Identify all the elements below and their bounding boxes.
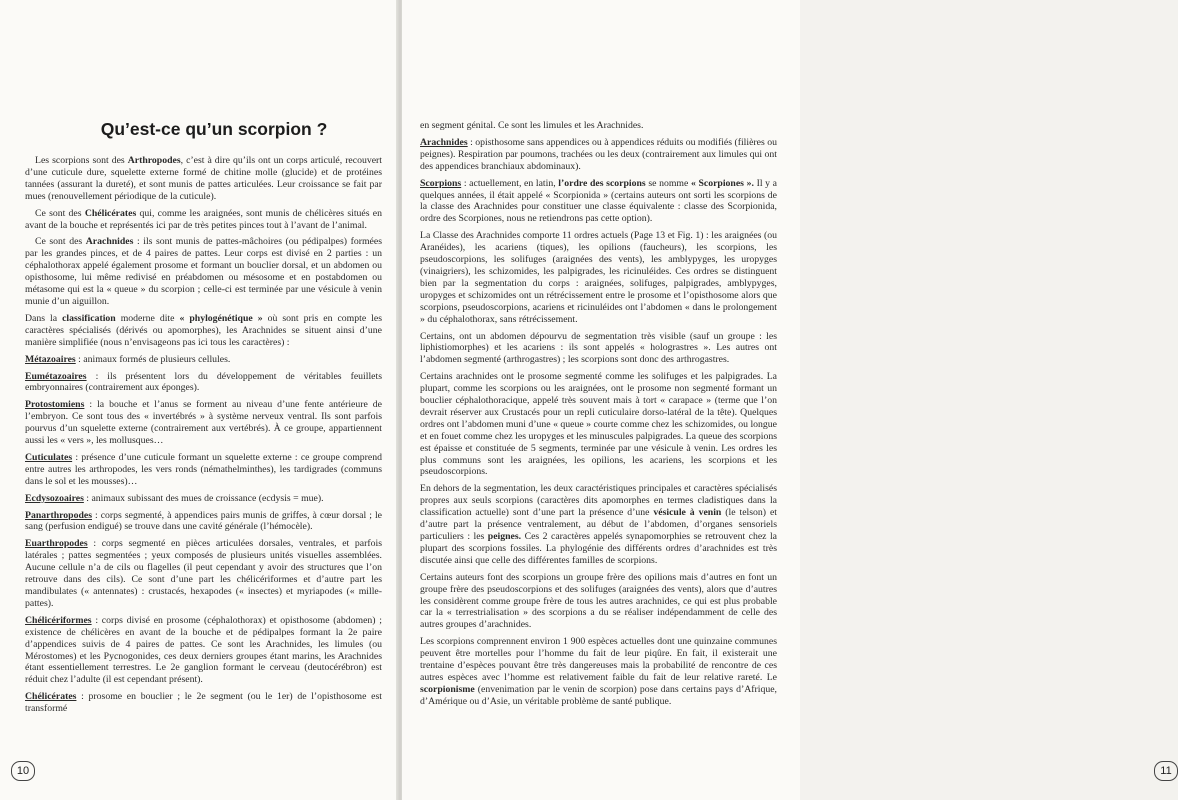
definition-item: Scorpions : actuellement, en latin, l’ordre des scorpions se nomme « Scorpiones ». Il y a quelques années, il était appelé « Scorpionida » (certains auteurs ont sorti les scorpions de la classe des Arachnides pour constituer une classe équivalente : classe des Scorpionida, ordre des Scorpiones, nous ne retiendrons pas cette option).: [420, 177, 777, 225]
page-number: 11: [1154, 761, 1178, 781]
right-text-column: [420, 120, 777, 713]
paragraph: Certains arachnides ont le prosome segmenté comme les solifuges et les palpigrades. La plupart, comme les scorpions ou les araignées, ont le prosome non segmenté formant un bouclier céphalothoracique, appelé très souvent mais à tort « carapace » (terme que l’on devrait réserver aux Crustacés pour un repli cuticulaire dorso-latéral de la tête). Quelques ordres ont l’abdomen muni d’une « queue » courte comme chez les schizomides, ou longue et en fouet comme chez les uropyges et les minuscules palpigrades. La queue des scorpions est épaisse et constituée de 5 segments, terminée par une vésicule à venin. Les ordres les plus communs sont les araignées, les opilions, les acariens, les scorpions et les pseudoscorpions.: [420, 371, 777, 478]
definition-item: Euarthropodes : corps segmenté en pièces articulées dorsales, ventrales, et parfois latérales ; pattes segmentées ; yeux composés de plusieurs unités visuelles assemblées. Aucune cellule n’a de cils ou flagelles (il peut cependant y avoir des structures que l’on retrouve dans des cils). Ce sont d’une part les chélicériformes et d’autre part les mandibulates (« antennates) : crustacés, hexapodes (« insectes) et myriapodes (« mille-pattes).: [25, 538, 382, 609]
definition-item: Chélicérates : prosome en bouclier ; le 2e segment (ou le 1er) de l’opisthosome est transformé: [25, 691, 382, 715]
definition-item: Métazoaires : animaux formés de plusieurs cellules.: [25, 353, 231, 365]
definition-item: Eumétazoaires : ils présentent lors du développement de véritables feuillets embryonnaires (contrairement aux éponges).: [25, 370, 382, 394]
left-page: [0, 0, 398, 800]
paragraph: Ce sont des Chélicérates qui, comme les araignées, sont munis de chélicères situés en avant de la bouche et représentés ici par de très petites pinces tout à l’avant de l’animal.: [25, 207, 382, 231]
paragraph: En dehors de la segmentation, les deux caractéristiques principales et caractères spécialisés propres aux seuls scorpions (caractères dits apomorphes en termes cladistiques dans la classification actuelle) sont d’une part la présence d’une vésicule à venin (le telson) et d’autre part la présence ventralement, au début de l’abdomen, d’organes sensoriels particuliers : les peignes. Ces 2 caractères appelés synapomorphies se retrouvent chez la plupart des scorpions fossiles. La phylogénie des différents ordres d’arachnides est très discutée ainsi que celle des différentes familles de scorpions.: [420, 483, 777, 566]
paragraph: La Classe des Arachnides comporte 11 ordres actuels (Page 13 et Fig. 1) : les araignées (ou Aranéides), les acariens (tiques), les opilions (faucheurs), les scorpions, les pseudoscorpions, les solifuges (araignées des vents), les amblypyges, les uropyges (vinaigriers), les schizomides, les palpigrades, les ricinuléides. Ces ordres se distinguent bien par la segmentation du corps : araignées, solifuges, palpigrades, amblypyges, uropyges et schizomides ont un rétrécissement entre le prosome et l’opisthosome alors que scorpions, pseudoscorpions, acariens et ricinuléides ont l’abdomen « dans le prolongement » du céphalothorax, sans rétrécissement.: [420, 230, 777, 325]
definition-item: Ecdysozoaires : animaux subissant des mues de croissance (ecdysis = mue).: [25, 492, 324, 504]
paragraph: Ce sont des Arachnides : ils sont munis de pattes-mâchoires (ou pédipalpes) formées par les grandes pinces, et de 4 paires de pattes. Leur corps est divisé en 2 parties : un céphalothorax appelé également prosome et formant un bouclier dorsal, et un abdomen ou opisthosome, lui même redivisé en préabdomen ou mésosome et en postabdomen ou métasome qui est la « queue » du scorpion ; celle-ci est terminée par une vésicule à venin munie d’un aiguillon.: [25, 236, 382, 307]
paragraph: Dans la classification moderne dite « phylogénétique » où sont pris en compte les caractères spécialisés (dérivés ou apomorphes), les Arachnides se situent ainsi d’une manière simplifiée (nous n’envisageons pas ici tous les caractères) :: [25, 312, 383, 348]
definition-item: Arachnides : opisthosome sans appendices ou à appendices réduits ou modifiés (filières ou peignes). Respiration par poumons, trachées ou les deux (contrairement aux limules qui ont des appendices branchiaux abdominaux).: [420, 136, 777, 172]
definition-item: Chélicériformes : corps divisé en prosome (céphalothorax) et opisthosome (abdomen) ; existence de chélicères en avant de la bouche et de pédipalpes formant la 2e paire d’appendices suivis de 4 paires de pattes. Ce sont les Arachnides, les limules (ou Mérostomes) et les Pycnogonides, ces deux derniers groupes étant marins, les Arachnides étant essentiellement terrestres. Le 2e ganglion formant le cerveau (deutocérébron) est réduit chez l’adulte (il est cependant présent).: [25, 614, 382, 686]
left-text-column: [25, 155, 382, 720]
paragraph: Les scorpions comprennent environ 1 900 espèces actuelles dont une quinzaine communes peuvent être mortelles pour l’homme du fait de leur piqûre. En fait, il existerait une trentaine d’espèces pouvant être très dangereuses mais la probabilité de rencontre de ces autres espèces avec l’homme est relativement faible du fait de leur relative rareté. Le scorpionisme (envenimation par le venin de scorpion) pose dans certains pays d’Afrique, d’Amérique ou d’Asie, un véritable problème de santé publique.: [420, 636, 777, 707]
page-number: 10: [11, 761, 35, 781]
page-title: Qu’est-ce qu’un scorpion ?: [100, 119, 328, 139]
definition-item: Cuticulates : présence d’une cuticule formant un squelette externe : ce groupe comprend entre autres les arthropodes, les vers ronds (némathelminthes), les tardigrades (communs dans le sol et les mousses)…: [25, 451, 382, 487]
paragraph: Certains, ont un abdomen dépourvu de segmentation très visible (sauf un groupe : les liphistiomorphes) et les acariens : ils sont appelés « holograstres ». Les autres ont l’abdomen segmenté (arthrogastres) ; les scorpions sont donc des arthrogastres.: [420, 330, 777, 366]
definition-item: Protostomiens : la bouche et l’anus se forment au niveau d’une fente antérieure de l’embryon. Ce sont tous des « invertébrés » à système nerveux ventral. Ils sont parfois pourvus d’un squelette externe (contrairement aux vertébrés). À ce groupe, appartiennent aussi les « vers », les mollusques…: [25, 399, 382, 447]
paragraph: Certains auteurs font des scorpions un groupe frère des opilions mais d’autres en font un groupe frère des pseudoscorpions et des solifuges (araignées des vents), alors que d’autres les considèrent comme groupe frère de tous les autres arachnides, ce qui est plus probable car la « terrestrialisation » des scorpions a du se réaliser indépendamment de celle des autres groupes d’arachnides.: [420, 571, 777, 631]
paragraph: Les scorpions sont des Arthropodes, c’est à dire qu’ils ont un corps articulé, recouvert d’une cuticule dure, squelette externe formé de chitine molle (glucide) et de protéines tannées (assurant la dureté), et sont munis de pattes articulées. Leur croissance se fait par mues (renouvellement périodique de la cuticule).: [25, 155, 383, 202]
definition-item: Panarthropodes : corps segmenté, à appendices pairs munis de griffes, à cœur dorsal ; le sang (perfusion endigué) se trouve dans une cavité générale (l’hémocèle).: [25, 509, 382, 533]
paragraph: en segment génital. Ce sont les limules et les Arachnides.: [420, 120, 644, 131]
